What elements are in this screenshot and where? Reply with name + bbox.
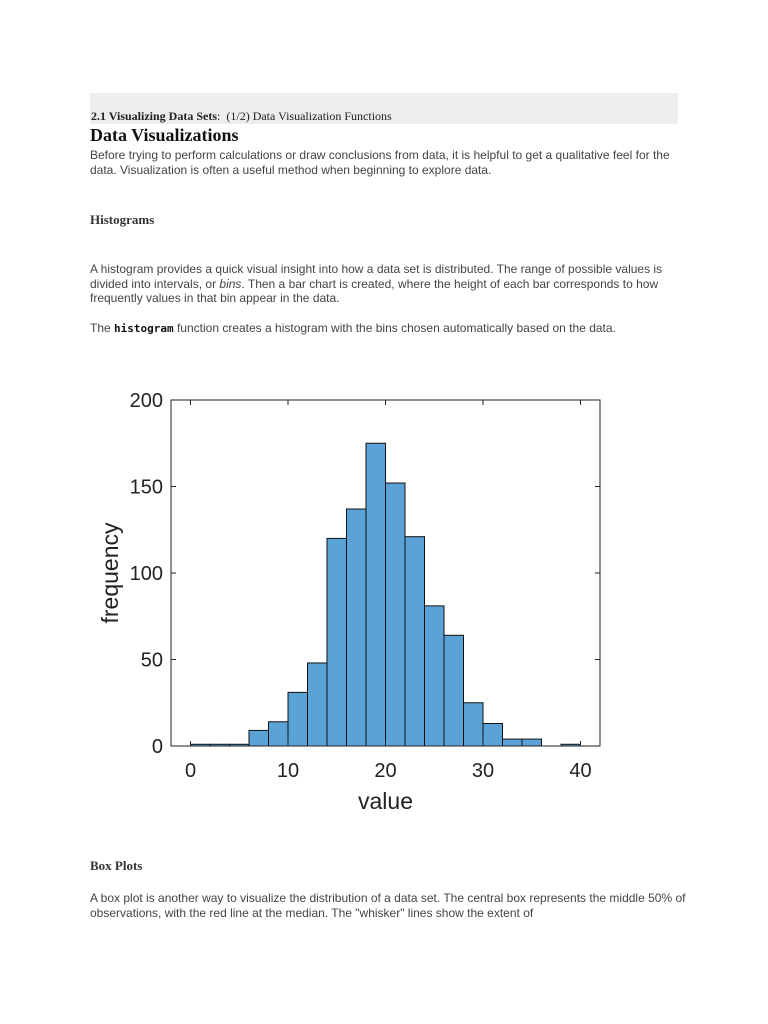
histogram-bar bbox=[464, 703, 484, 746]
histogram-bar bbox=[483, 724, 503, 746]
bins-term: bins bbox=[219, 276, 242, 291]
y-tick-label: 200 bbox=[129, 390, 163, 412]
histogram-bar bbox=[288, 692, 308, 746]
breadcrumb bbox=[90, 93, 678, 124]
histogram-bar bbox=[503, 739, 523, 746]
intro-paragraph: Before trying to perform calculations or draw conclusions from data, it is helpful to get a qualitative feel for the data. Visualization is often a useful method when beginning to explore data. bbox=[90, 148, 670, 177]
y-tick-label: 100 bbox=[129, 563, 163, 585]
histogram-chart bbox=[90, 382, 620, 822]
histogram-text-2: . Then a bar chart is created, where the height of each bar corresponds to how frequently values in that bin appear in the data. bbox=[90, 276, 659, 305]
function-text-2: function creates a histogram with the bins chosen automatically based on the data. bbox=[173, 321, 616, 335]
x-tick-label: 40 bbox=[569, 760, 592, 782]
histogram-bar bbox=[405, 537, 425, 746]
y-tick-label: 0 bbox=[151, 736, 163, 758]
histogram-bar bbox=[444, 635, 464, 746]
histogram-bar bbox=[386, 483, 406, 746]
x-tick-label: 20 bbox=[374, 760, 397, 782]
function-text-1: The bbox=[90, 321, 115, 335]
histogram-bars bbox=[191, 443, 581, 746]
breadcrumb-separator: : bbox=[217, 109, 221, 123]
histogram-bar bbox=[249, 730, 269, 746]
histogram-code: histogram bbox=[114, 322, 174, 335]
y-axis-label: frequency bbox=[97, 522, 123, 624]
histogram-bar bbox=[522, 739, 542, 746]
histogram-paragraph bbox=[90, 262, 690, 306]
histogram-bar bbox=[269, 722, 289, 746]
y-tick-label: 50 bbox=[140, 649, 163, 672]
x-tick-label: 0 bbox=[184, 760, 197, 782]
boxplot-paragraph: A box plot is another way to visualize the distribution of a data set. The central box represents the middle 50% of observations, with the red line at the median. The "whisker" lines show the extent of bbox=[90, 891, 686, 920]
breadcrumb-step: (1/2) bbox=[226, 109, 250, 123]
page-title: Data Visualizations bbox=[90, 125, 239, 145]
histogram-bar bbox=[347, 509, 367, 746]
histogram-text-1: A histogram provides a quick visual insight into how a data set is distributed. The range of possible values is divided into intervals, or bbox=[90, 262, 663, 291]
boxplots-heading: Box Plots bbox=[90, 858, 143, 873]
histogram-function-paragraph bbox=[90, 321, 690, 337]
y-tick-label: 150 bbox=[129, 476, 163, 499]
histogram-bar bbox=[366, 443, 386, 746]
histogram-bar bbox=[425, 606, 445, 746]
histogram-bar bbox=[308, 663, 328, 746]
breadcrumb-section: 2.1 Visualizing Data Sets bbox=[91, 109, 218, 123]
x-tick-label: 10 bbox=[276, 760, 300, 782]
histograms-heading: Histograms bbox=[90, 212, 155, 227]
x-tick-label: 30 bbox=[471, 760, 495, 782]
x-axis-label: value bbox=[358, 788, 413, 814]
breadcrumb-page: Data Visualization Functions bbox=[252, 109, 392, 123]
histogram-bar bbox=[327, 538, 347, 746]
